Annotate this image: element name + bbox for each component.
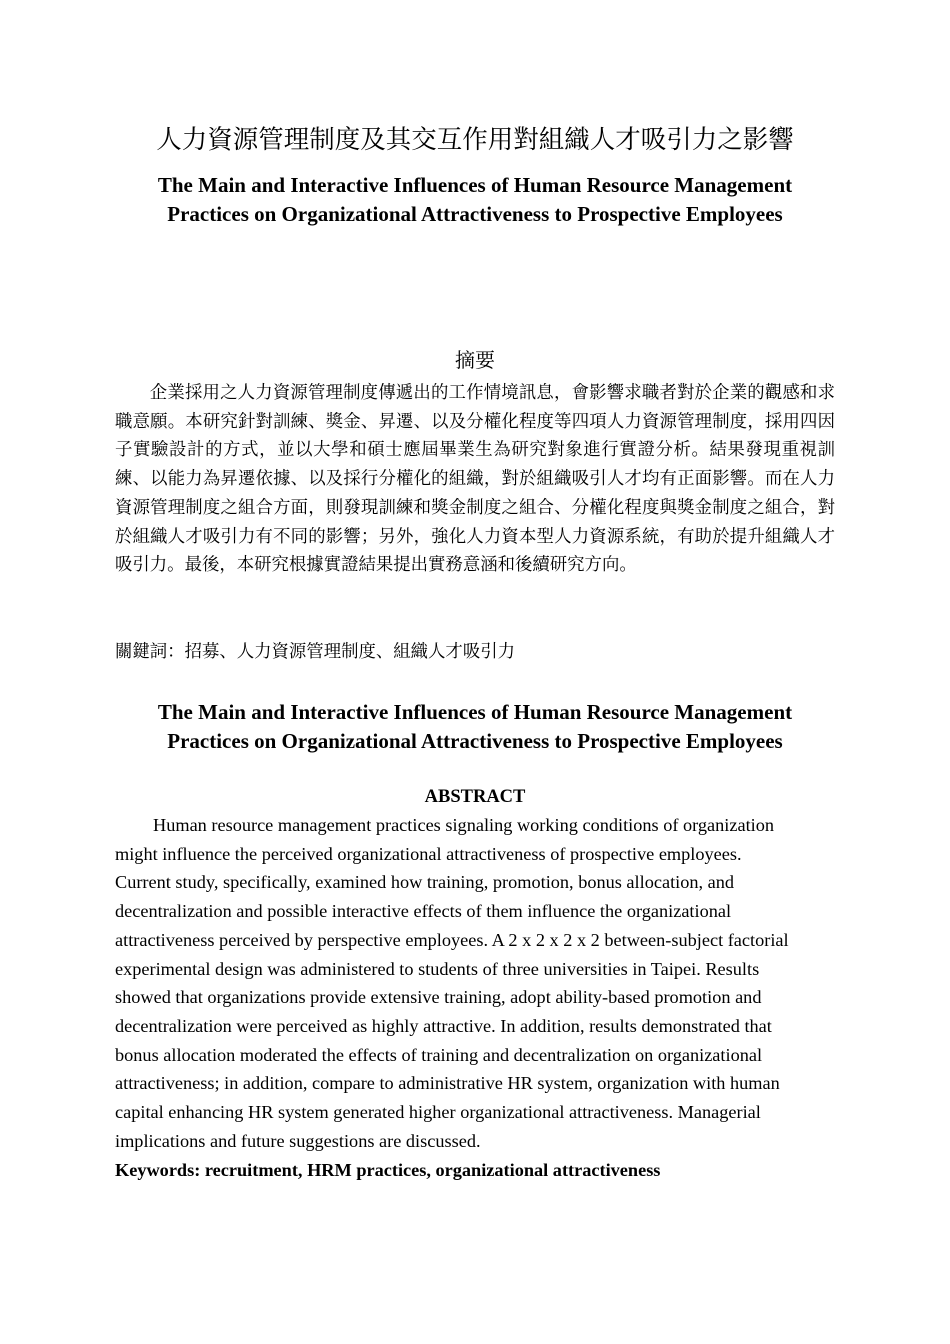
english-title-repeat: [100, 698, 850, 756]
abstract-line: decentralization and possible interactive effects of them influence the organizational: [115, 901, 732, 922]
chinese-abstract-text: 企業採用之人力資源管理制度傳遞出的工作情境訊息，會影響求職者對於企業的觀感和求職意願。本研究針對訓練、獎金、昇遷、以及分權化程度等四項人力資源管理制度，採用四因子實驗設計的方式，並以大學和碩士應屆畢業生為研究對象進行實證分析。結果發現重視訓練、以能力為昇遷依據、以及採行分權化的組織，對於組織吸引人才均有正面影響。而在人力資源管理制度之組合方面，則發現訓練和獎金制度之組合、分權化程度與獎金制度之組合，對於組織人才吸引力有不同的影響；另外，強化人力資本型人力資源系統，有助於提升組織人才吸引力。最後，本研究根據實證結果提出實務意涵和後續研究方向。: [115, 383, 835, 576]
abstract-line: attractiveness; in addition, compare to administrative HR system, organization with human: [115, 1073, 780, 1094]
abstract-line: bonus allocation moderated the effects of training and decentralization on organizational: [115, 1044, 763, 1065]
abstract-line: Current study, specifically, examined how training, promotion, bonus allocation, and: [115, 872, 735, 893]
chinese-title: 人力資源管理制度及其交互作用對組織人才吸引力之影響: [156, 125, 794, 155]
english-title-line: The Main and Interactive Influences of Human Resource Management: [157, 173, 793, 197]
abstract-line: might influence the perceived organizational attractiveness of prospective employees.: [115, 843, 742, 864]
english-keywords: Keywords: recruitment, HRM practices, organizational attractiveness: [115, 1160, 661, 1180]
english-title-line: Practices on Organizational Attractiveness to Prospective Employees: [167, 202, 783, 226]
chinese-abstract-body: [115, 379, 835, 580]
abstract-line: experimental design was administered to students of three universities in Taipei. Results: [115, 958, 760, 979]
abstract-line: decentralization were perceived as highly attractive. In addition, results demonstrated that: [115, 1015, 772, 1036]
abstract-line: showed that organizations provide extensive training, adopt ability-based promotion and: [115, 987, 762, 1008]
chinese-keywords: 關鍵詞：招募、人力資源管理制度、組織人才吸引力: [115, 642, 515, 662]
english-abstract-body: [115, 811, 835, 1155]
english-title-line: Practices on Organizational Attractiveness to Prospective Employees: [167, 729, 783, 753]
abstract-line: capital enhancing HR system generated higher organizational attractiveness. Managerial: [115, 1102, 761, 1123]
abstract-line: implications and future suggestions are discussed.: [115, 1130, 481, 1151]
english-title-line: The Main and Interactive Influences of Human Resource Management: [157, 700, 793, 724]
chinese-abstract-heading: 摘要: [455, 348, 495, 372]
english-title: [100, 171, 850, 229]
abstract-line: Human resource management practices signaling working conditions of organization: [153, 815, 775, 835]
abstract-line: attractiveness perceived by perspective employees. A 2 x 2 x 2 x 2 between-subject factorial: [115, 929, 789, 950]
english-abstract-heading: ABSTRACT: [424, 787, 526, 807]
